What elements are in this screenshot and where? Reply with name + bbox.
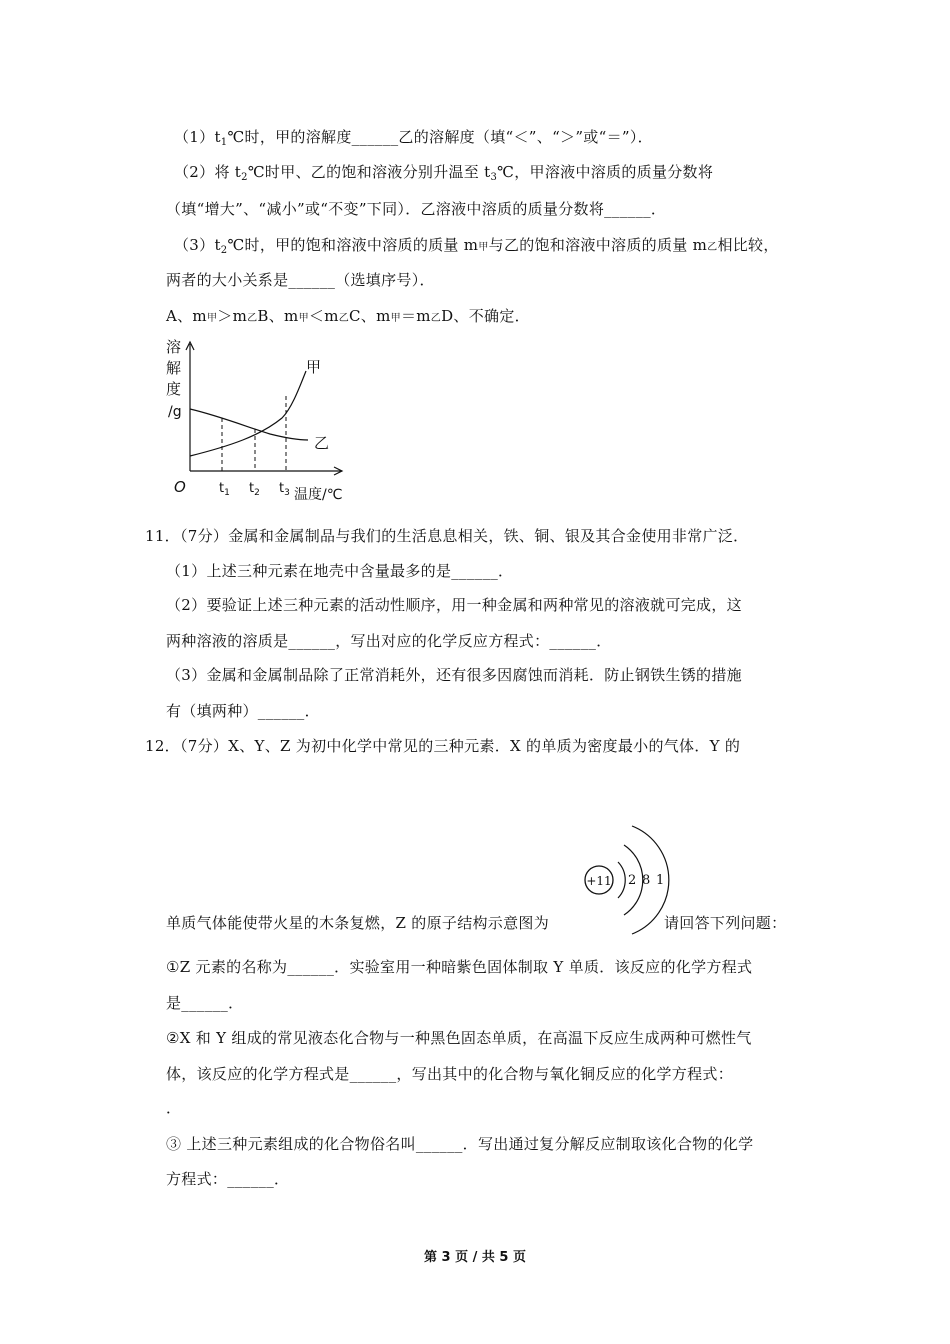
tick-label-t3: $t_3$ — [279, 481, 290, 498]
q12-line2a: 单质气体能使带火星的木条复燃，Z 的原子结构示意图为 — [166, 914, 549, 932]
q11-part2-line2: 两种溶液的溶质是______，写出对应的化学反应方程式：______． — [166, 632, 612, 650]
curve-label-yi: 乙 — [314, 434, 330, 452]
q12-part1-line2: 是______． — [166, 994, 244, 1012]
q11-stem: 11．（7分）金属和金属制品与我们的生活息息相关，铁、铜、银及其合金使用非常广泛． — [145, 527, 749, 545]
curve-yi — [190, 409, 308, 440]
q10-part2-line1: （2）将 $t_2℃$时甲、乙的饱和溶液分别升温至 $t_3℃$，甲溶液中溶质的质量分数将 — [174, 163, 714, 183]
y-axis-label-3: 度 — [166, 380, 182, 398]
q12-part3-line2: 方程式：______． — [166, 1170, 290, 1188]
q10-part3-line2: 两者的大小关系是______（选填序号）． — [166, 271, 435, 289]
x-axis-label: 温度/℃ — [294, 487, 343, 503]
electron-count-1: 2 — [628, 873, 637, 888]
q11-part3-line1: （3）金属和金属制品除了正常消耗外，还有很多因腐蚀而消耗．防止钢铁生锈的措施 — [166, 666, 742, 684]
nucleus-charge: +11 — [586, 874, 612, 888]
q12-part1-line1: ①Z 元素的名称为______．实验室用一种暗紫色固体制取 Y 单质．该反应的化学方程式 — [166, 958, 753, 976]
origin-label: O — [174, 478, 186, 496]
q10-options: A、m甲＞m乙B、m甲＜m乙C、m甲＝m乙D、不确定． — [166, 307, 530, 325]
q10-part1: $(1)t_1℃$时，甲的溶解度______乙的溶解度（填“＜”、“＞”或“＝”）． — [174, 128, 653, 148]
q12-stem: 12．（7分）X、Y、Z 为初中化学中常见的三种元素．X 的单质为密度最小的气体．Y 的 — [145, 737, 741, 755]
tick-label-t2: $t_2$ — [249, 481, 260, 498]
curve-label-jia: 甲 — [306, 358, 322, 376]
q12-part2-line2: 体，该反应的化学方程式是______，写出其中的化合物与氧化铜反应的化学方程式： — [166, 1065, 734, 1083]
q11-part2-line1: （2）要验证上述三种元素的活动性顺序，用一种金属和两种常见的溶液就可完成，这 — [166, 596, 742, 614]
atom-structure-diagram — [582, 820, 672, 940]
q10-part3-line1: $(3)t_2℃$时，甲的饱和溶液中溶质的质量 m甲与乙的饱和溶液中溶质的质量 m乙相比较， — [174, 236, 779, 256]
tick-label-t1: $t_1$ — [219, 481, 230, 498]
q11-part3-line2: 有（填两种）______． — [166, 702, 320, 720]
solubility-graph — [160, 336, 360, 508]
electron-shell-1 — [618, 862, 625, 898]
y-axis-label-1: 溶 — [166, 338, 182, 356]
q11-part1: （1）上述三种元素在地壳中含量最多的是______． — [166, 562, 514, 580]
electron-count-2: 8 — [642, 873, 651, 888]
q10-part2-line2: （填“增大”、“减小”或“不变”下同）．乙溶液中溶质的质量分数将______． — [166, 200, 667, 218]
y-axis-label-2: 解 — [166, 359, 182, 377]
y-axis-label-4: /g — [168, 404, 182, 420]
q12-part2-line3: ． — [166, 1099, 182, 1117]
electron-count-3: 1 — [656, 873, 665, 888]
q12-line2b: 请回答下列问题： — [664, 914, 787, 932]
q12-part3-line1: ③ 上述三种元素组成的化合物俗名叫______．写出通过复分解反应制取该化合物的化学 — [166, 1135, 754, 1153]
page-footer: 第 3 页 / 共 5 页 — [424, 1250, 526, 1265]
q12-part2-line1: ②X 和 Y 组成的常见液态化合物与一种黑色固态单质，在高温下反应生成两种可燃性气 — [166, 1029, 752, 1047]
